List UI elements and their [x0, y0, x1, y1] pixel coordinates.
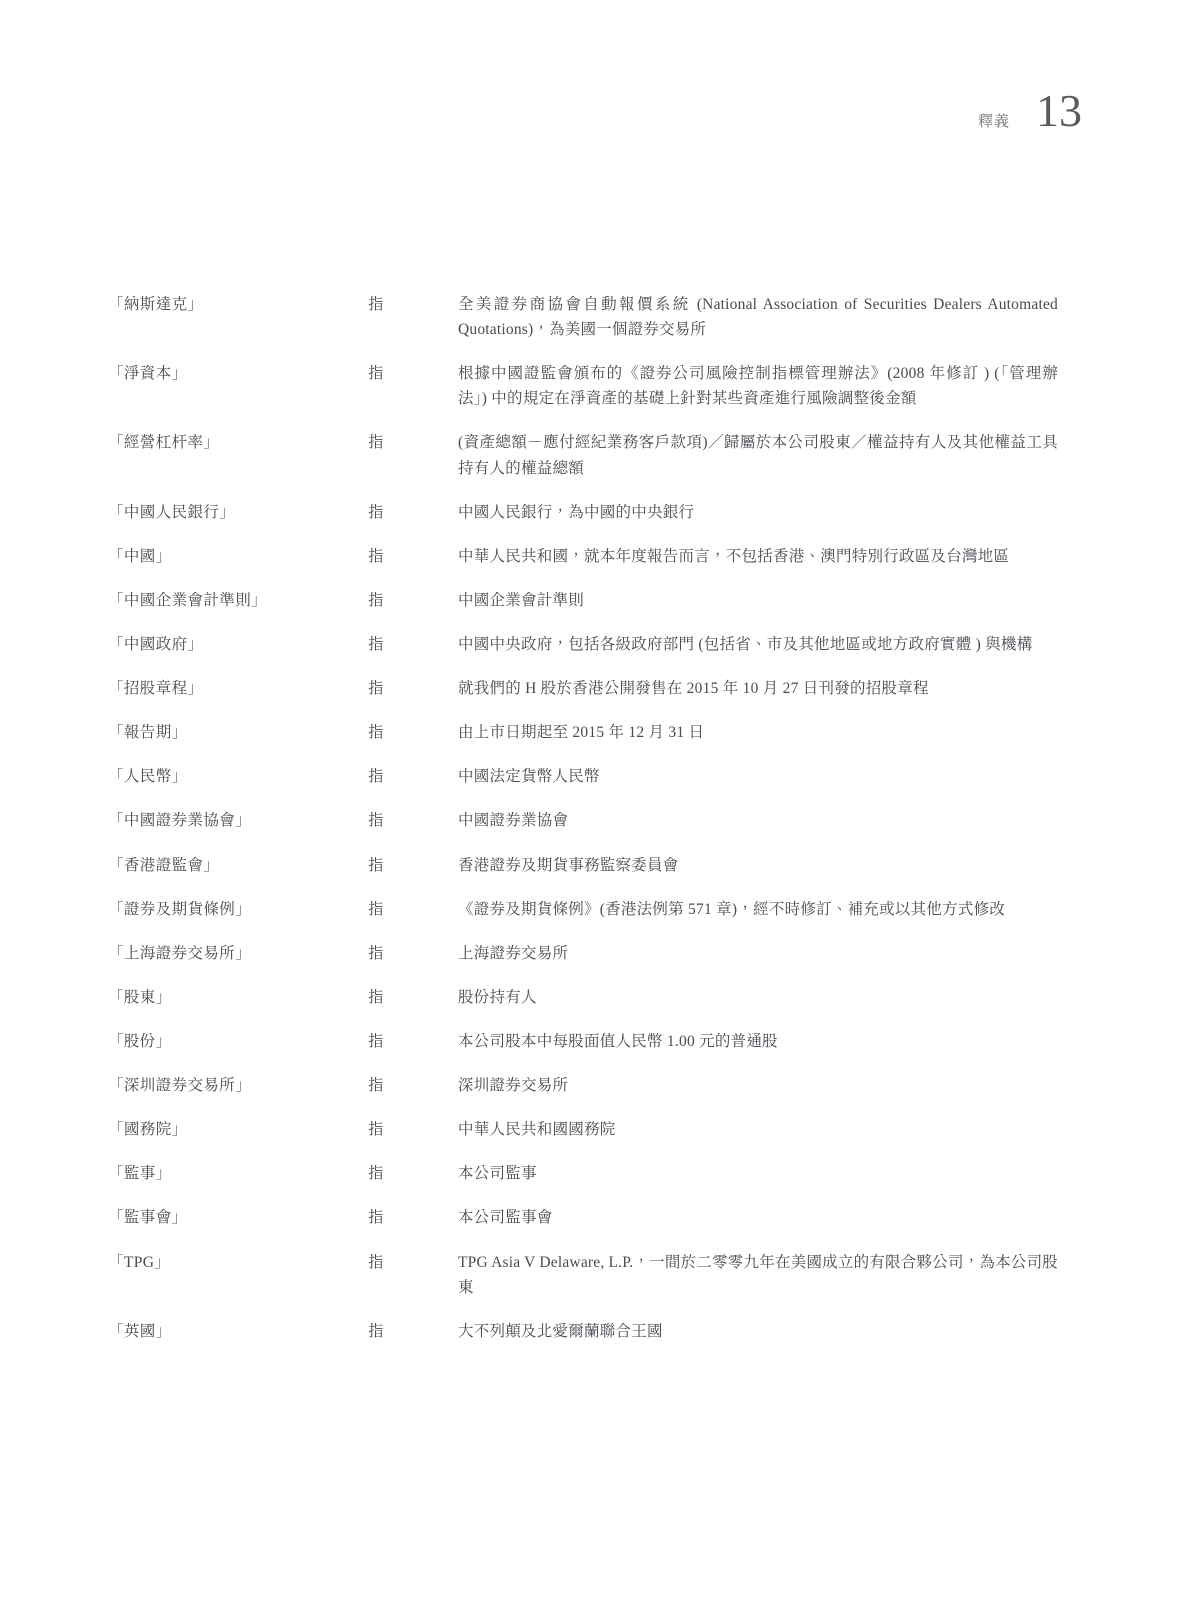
glossary-means: 指 — [368, 547, 384, 565]
glossary-row — [108, 292, 1058, 342]
glossary-definition: (資產總額－應付經紀業務客戶款項)／歸屬於本公司股東／權益持有人及其他權益工具持有人的權益總額 — [458, 434, 1058, 477]
glossary-definition: 本公司監事 — [458, 1165, 537, 1183]
glossary-row — [108, 430, 1058, 480]
glossary-means: 指 — [368, 365, 384, 383]
glossary-means: 指 — [368, 988, 384, 1006]
glossary-term: 「證券及期貨條例」 — [108, 900, 252, 918]
glossary-term: 「深圳證券交易所」 — [108, 1077, 252, 1095]
glossary-definition: 中國中央政府，包括各級政府部門 (包括省、市及其他地區或地方政府實體 ) 與機構 — [458, 635, 1033, 653]
glossary-means: 指 — [368, 434, 384, 452]
glossary-definition: 中華人民共和國國務院 — [458, 1121, 616, 1139]
glossary-term: 「招股章程」 — [108, 680, 204, 698]
glossary-means: 指 — [368, 680, 384, 698]
glossary-term: 「上海證券交易所」 — [108, 944, 252, 962]
glossary-means: 指 — [368, 900, 384, 918]
glossary-definition: 中國證券業協會 — [458, 812, 569, 830]
glossary-row — [108, 808, 1058, 833]
glossary-term: 「監事」 — [108, 1165, 172, 1183]
glossary-definition: 就我們的 H 股於香港公開發售在 2015 年 10 月 27 日刊發的招股章程 — [458, 680, 929, 698]
glossary-term: 「國務院」 — [108, 1121, 188, 1139]
glossary-definition: 根據中國證監會頒布的《證券公司風險控制指標管理辦法》(2008 年修訂 ) (「管理辦法」) 中的規定在淨資產的基礎上針對某些資產進行風險調整後金額 — [458, 365, 1058, 408]
glossary-definition: 由上市日期起至 2015 年 12 月 31 日 — [458, 724, 705, 742]
glossary-row — [108, 588, 1058, 613]
glossary-row — [108, 1117, 1058, 1142]
glossary-means: 指 — [368, 1253, 384, 1271]
glossary-row — [108, 1250, 1058, 1300]
glossary-term: 「納斯達克」 — [108, 296, 204, 313]
glossary-definition: 中國人民銀行，為中國的中央銀行 — [458, 503, 695, 521]
glossary-term: 「人民幣」 — [108, 768, 188, 786]
glossary-row — [108, 1161, 1058, 1186]
glossary-means: 指 — [368, 1165, 384, 1183]
glossary-means: 指 — [368, 1032, 384, 1050]
glossary-definition: 上海證券交易所 — [458, 944, 569, 962]
glossary-term: 「中國證券業協會」 — [108, 812, 252, 830]
glossary-means: 指 — [368, 944, 384, 962]
glossary-term: 「股份」 — [108, 1032, 172, 1050]
glossary-definition: 《證券及期貨條例》(香港法例第 571 章)，經不時修訂、補充或以其他方式修改 — [458, 900, 1006, 918]
glossary-table — [108, 292, 1058, 1344]
glossary-row — [108, 1205, 1058, 1230]
glossary-definition: 香港證券及期貨事務監察委員會 — [458, 856, 679, 874]
glossary-row — [108, 720, 1058, 745]
glossary-row — [108, 1073, 1058, 1098]
glossary-row — [108, 544, 1058, 569]
glossary-means: 指 — [368, 812, 384, 830]
glossary-term: 「英國」 — [108, 1322, 172, 1340]
page-header — [977, 85, 1082, 136]
glossary-definition: TPG Asia V Delaware, L.P.，一間於二零零九年在美國成立的有限合夥公司，為本公司股東 — [458, 1253, 1058, 1296]
glossary-means: 指 — [368, 856, 384, 874]
glossary-definition: 中華人民共和國，就本年度報告而言，不包括香港、澳門特別行政區及台灣地區 — [458, 547, 1010, 565]
glossary-means: 指 — [368, 635, 384, 653]
glossary-row — [108, 853, 1058, 878]
glossary-definition: 本公司股本中每股面值人民幣 1.00 元的普通股 — [458, 1032, 778, 1050]
glossary-row — [108, 897, 1058, 922]
glossary-means: 指 — [368, 591, 384, 609]
glossary-row — [108, 500, 1058, 525]
page-number: 13 — [1036, 85, 1082, 136]
glossary-definition: 大不列顛及北愛爾蘭聯合王國 — [458, 1322, 663, 1340]
glossary-term: 「監事會」 — [108, 1209, 188, 1227]
glossary-definition: 股份持有人 — [458, 988, 537, 1006]
glossary-means: 指 — [368, 1322, 384, 1340]
glossary-row — [108, 1029, 1058, 1054]
glossary-means: 指 — [368, 503, 384, 521]
glossary-term: 「報告期」 — [108, 724, 188, 742]
glossary-means: 指 — [368, 1077, 384, 1095]
glossary-means: 指 — [368, 1121, 384, 1139]
glossary-means: 指 — [368, 768, 384, 786]
glossary-means: 指 — [368, 724, 384, 742]
glossary-row — [108, 632, 1058, 657]
glossary-means: 指 — [368, 1209, 384, 1227]
glossary-means: 指 — [368, 296, 384, 313]
glossary-definition: 全美證券商協會自動報價系統 (National Association of Securities Dealers Automated Quotations)，為美國一個證券交易所 — [458, 296, 1058, 339]
glossary-definition: 深圳證券交易所 — [458, 1077, 569, 1095]
glossary-row — [108, 361, 1058, 411]
glossary-term: 「中國人民銀行」 — [108, 503, 236, 521]
section-label: 釋義 — [977, 114, 1010, 130]
glossary-term: 「TPG」 — [108, 1253, 171, 1271]
glossary-term: 「股東」 — [108, 988, 172, 1006]
glossary-term: 「中國企業會計準則」 — [108, 591, 268, 609]
glossary-term: 「經營杠杆率」 — [108, 434, 220, 452]
glossary-row — [108, 1319, 1058, 1344]
glossary-definition: 中國法定貨幣人民幣 — [458, 768, 600, 786]
glossary-term: 「中國」 — [108, 547, 172, 565]
glossary-row — [108, 676, 1058, 701]
glossary-row — [108, 764, 1058, 789]
glossary-term: 「香港證監會」 — [108, 856, 220, 874]
glossary-definition: 中國企業會計準則 — [458, 591, 585, 609]
glossary-definition: 本公司監事會 — [458, 1209, 553, 1227]
glossary-term: 「中國政府」 — [108, 635, 204, 653]
glossary-row — [108, 985, 1058, 1010]
glossary-row — [108, 941, 1058, 966]
glossary-term: 「淨資本」 — [108, 365, 188, 383]
